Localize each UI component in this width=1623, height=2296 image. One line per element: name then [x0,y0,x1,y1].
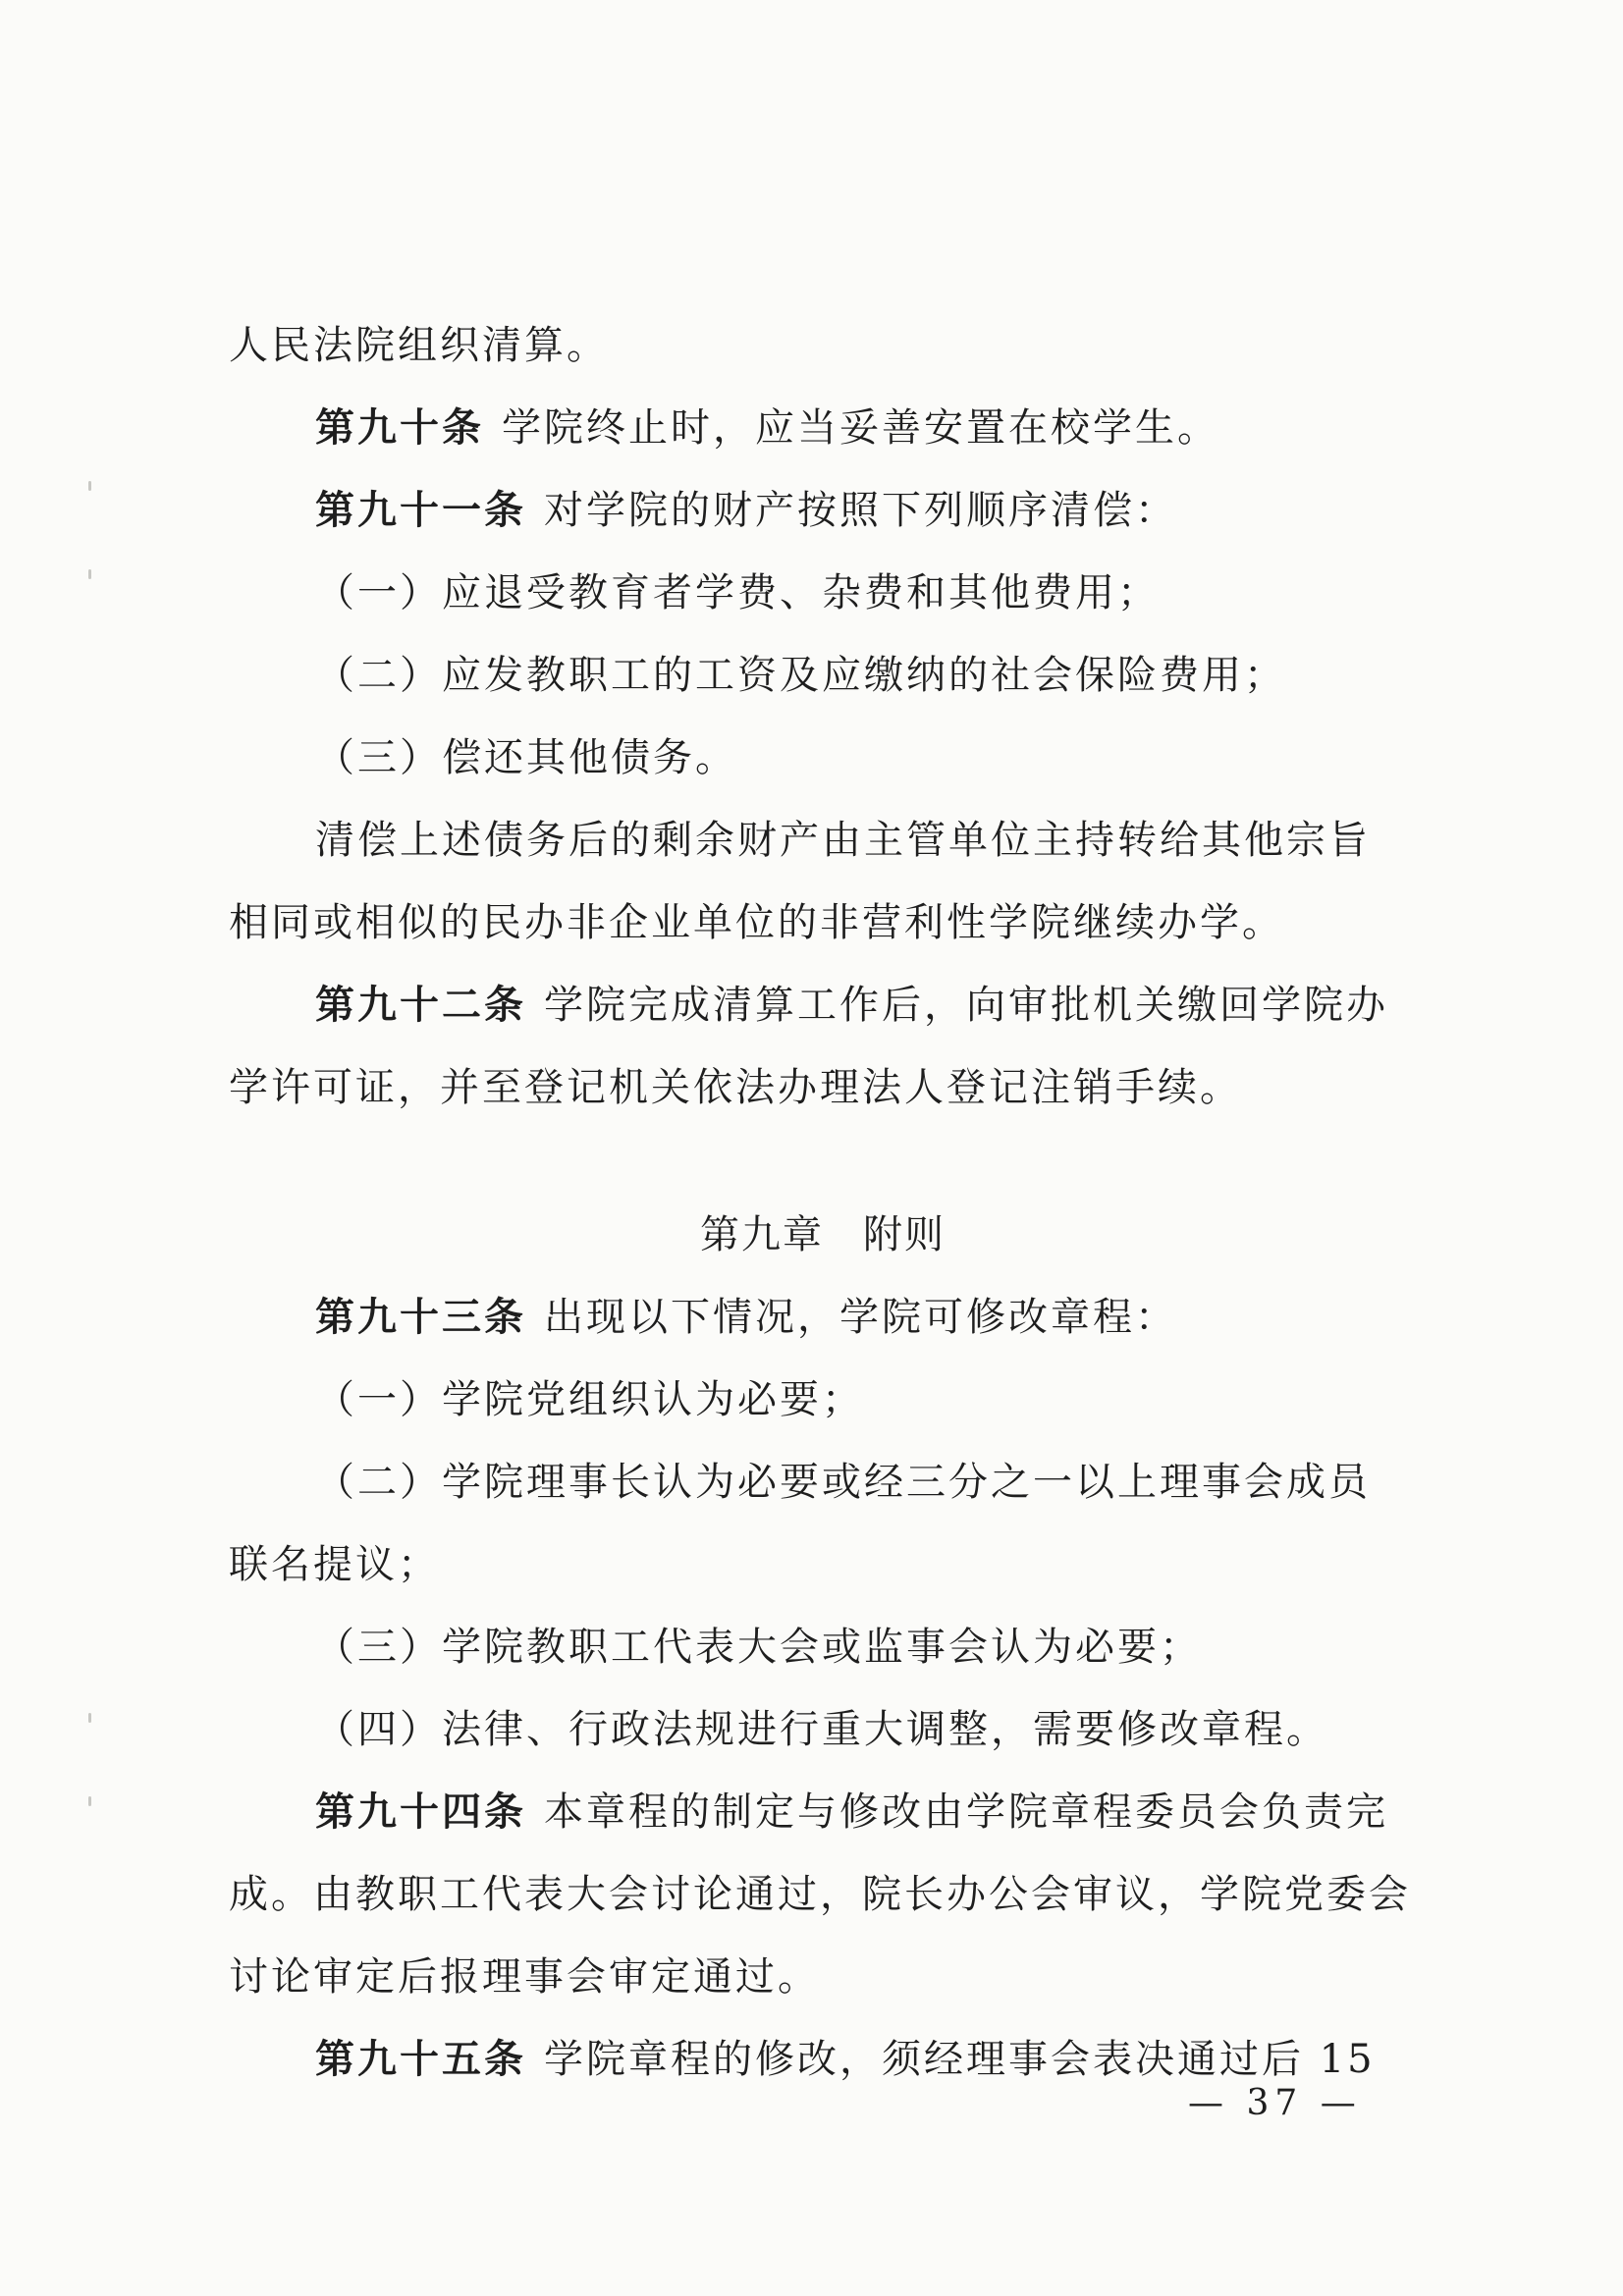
article-number: 第九十条 [315,404,484,451]
chapter-title: 附则 [863,1212,946,1257]
paragraph-continuation-line [229,1046,1417,1129]
list-item-line [229,1606,1417,1688]
line-text: 学院完成清算工作后，向审批机关缴回学院办 [544,983,1388,1028]
line-text: 学院章程的修改，须经理事会表决通过后 15 [544,2037,1376,2082]
list-item-line [229,1441,1417,1523]
paragraph-line [229,799,1417,881]
article-number: 第九十五条 [315,2036,526,2082]
line-text: 学许可证，并至登记机关依法办理法人登记注销手续。 [229,1065,1242,1110]
body-text [229,304,1417,2101]
article-line [229,387,1417,469]
line-text: （四）法律、行政法规进行重大调整，需要修改章程。 [315,1707,1328,1752]
line-text: （一）学院党组织认为必要； [315,1377,864,1422]
article-number: 第九十二条 [315,982,526,1028]
section-chapter-body [229,1276,1417,2101]
line-text: 学院终止时，应当妥善安置在校学生。 [502,405,1219,451]
paragraph-continuation-line [229,1853,1417,1936]
line-text: 出现以下情况，学院可修改章程： [544,1295,1177,1340]
scan-mark [88,1796,91,1806]
line-text: （三）学院教职工代表大会或监事会认为必要； [315,1625,1202,1670]
list-item-line [229,717,1417,799]
line-text: （二）学院理事长认为必要或经三分之一以上理事会成员 [315,1460,1371,1505]
line-text: 清偿上述债务后的剩余财产由主管单位主持转给其他宗旨 [315,818,1371,863]
article-line [229,1276,1417,1359]
paragraph-continuation-line [229,1523,1417,1606]
list-item-line [229,1688,1417,1771]
article-line [229,964,1417,1046]
article-line [229,1771,1417,1853]
paragraph-continuation-line [229,1936,1417,2018]
line-text: 成。由教职工代表大会讨论通过，院长办公会审议，学院党委会 [229,1872,1411,1917]
article-number: 第九十四条 [315,1789,526,1835]
line-text: （二）应发教职工的工资及应缴纳的社会保险费用； [315,653,1286,698]
paragraph-continuation-line [229,881,1417,964]
line-text: 对学院的财产按照下列顺序清偿： [544,488,1177,533]
article-number: 第九十一条 [315,487,526,533]
chapter-number: 第九章 [700,1212,824,1257]
paragraph-continuation-line [229,304,1417,387]
list-item-line [229,552,1417,634]
line-text: 本章程的制定与修改由学院章程委员会负责完 [544,1789,1388,1835]
list-item-line [229,1359,1417,1441]
line-text: 联名提议； [229,1542,440,1587]
line-text: （三）偿还其他债务。 [315,735,737,780]
section-before-chapter [229,304,1417,1129]
scan-mark [88,481,91,491]
article-number: 第九十三条 [315,1294,526,1340]
scan-mark [88,1713,91,1723]
list-item-line [229,634,1417,717]
line-text: 讨论审定后报理事会审定通过。 [229,1954,820,2000]
page-number: — 37 — [1188,2083,1362,2123]
line-text: 相同或相似的民办非企业单位的非营利性学院继续办学。 [229,900,1284,945]
line-text: 人民法院组织清算。 [229,323,609,368]
line-text: （一）应退受教育者学费、杂费和其他费用； [315,570,1160,615]
article-line [229,469,1417,552]
chapter-heading [229,1194,1417,1276]
scan-mark [88,569,91,579]
